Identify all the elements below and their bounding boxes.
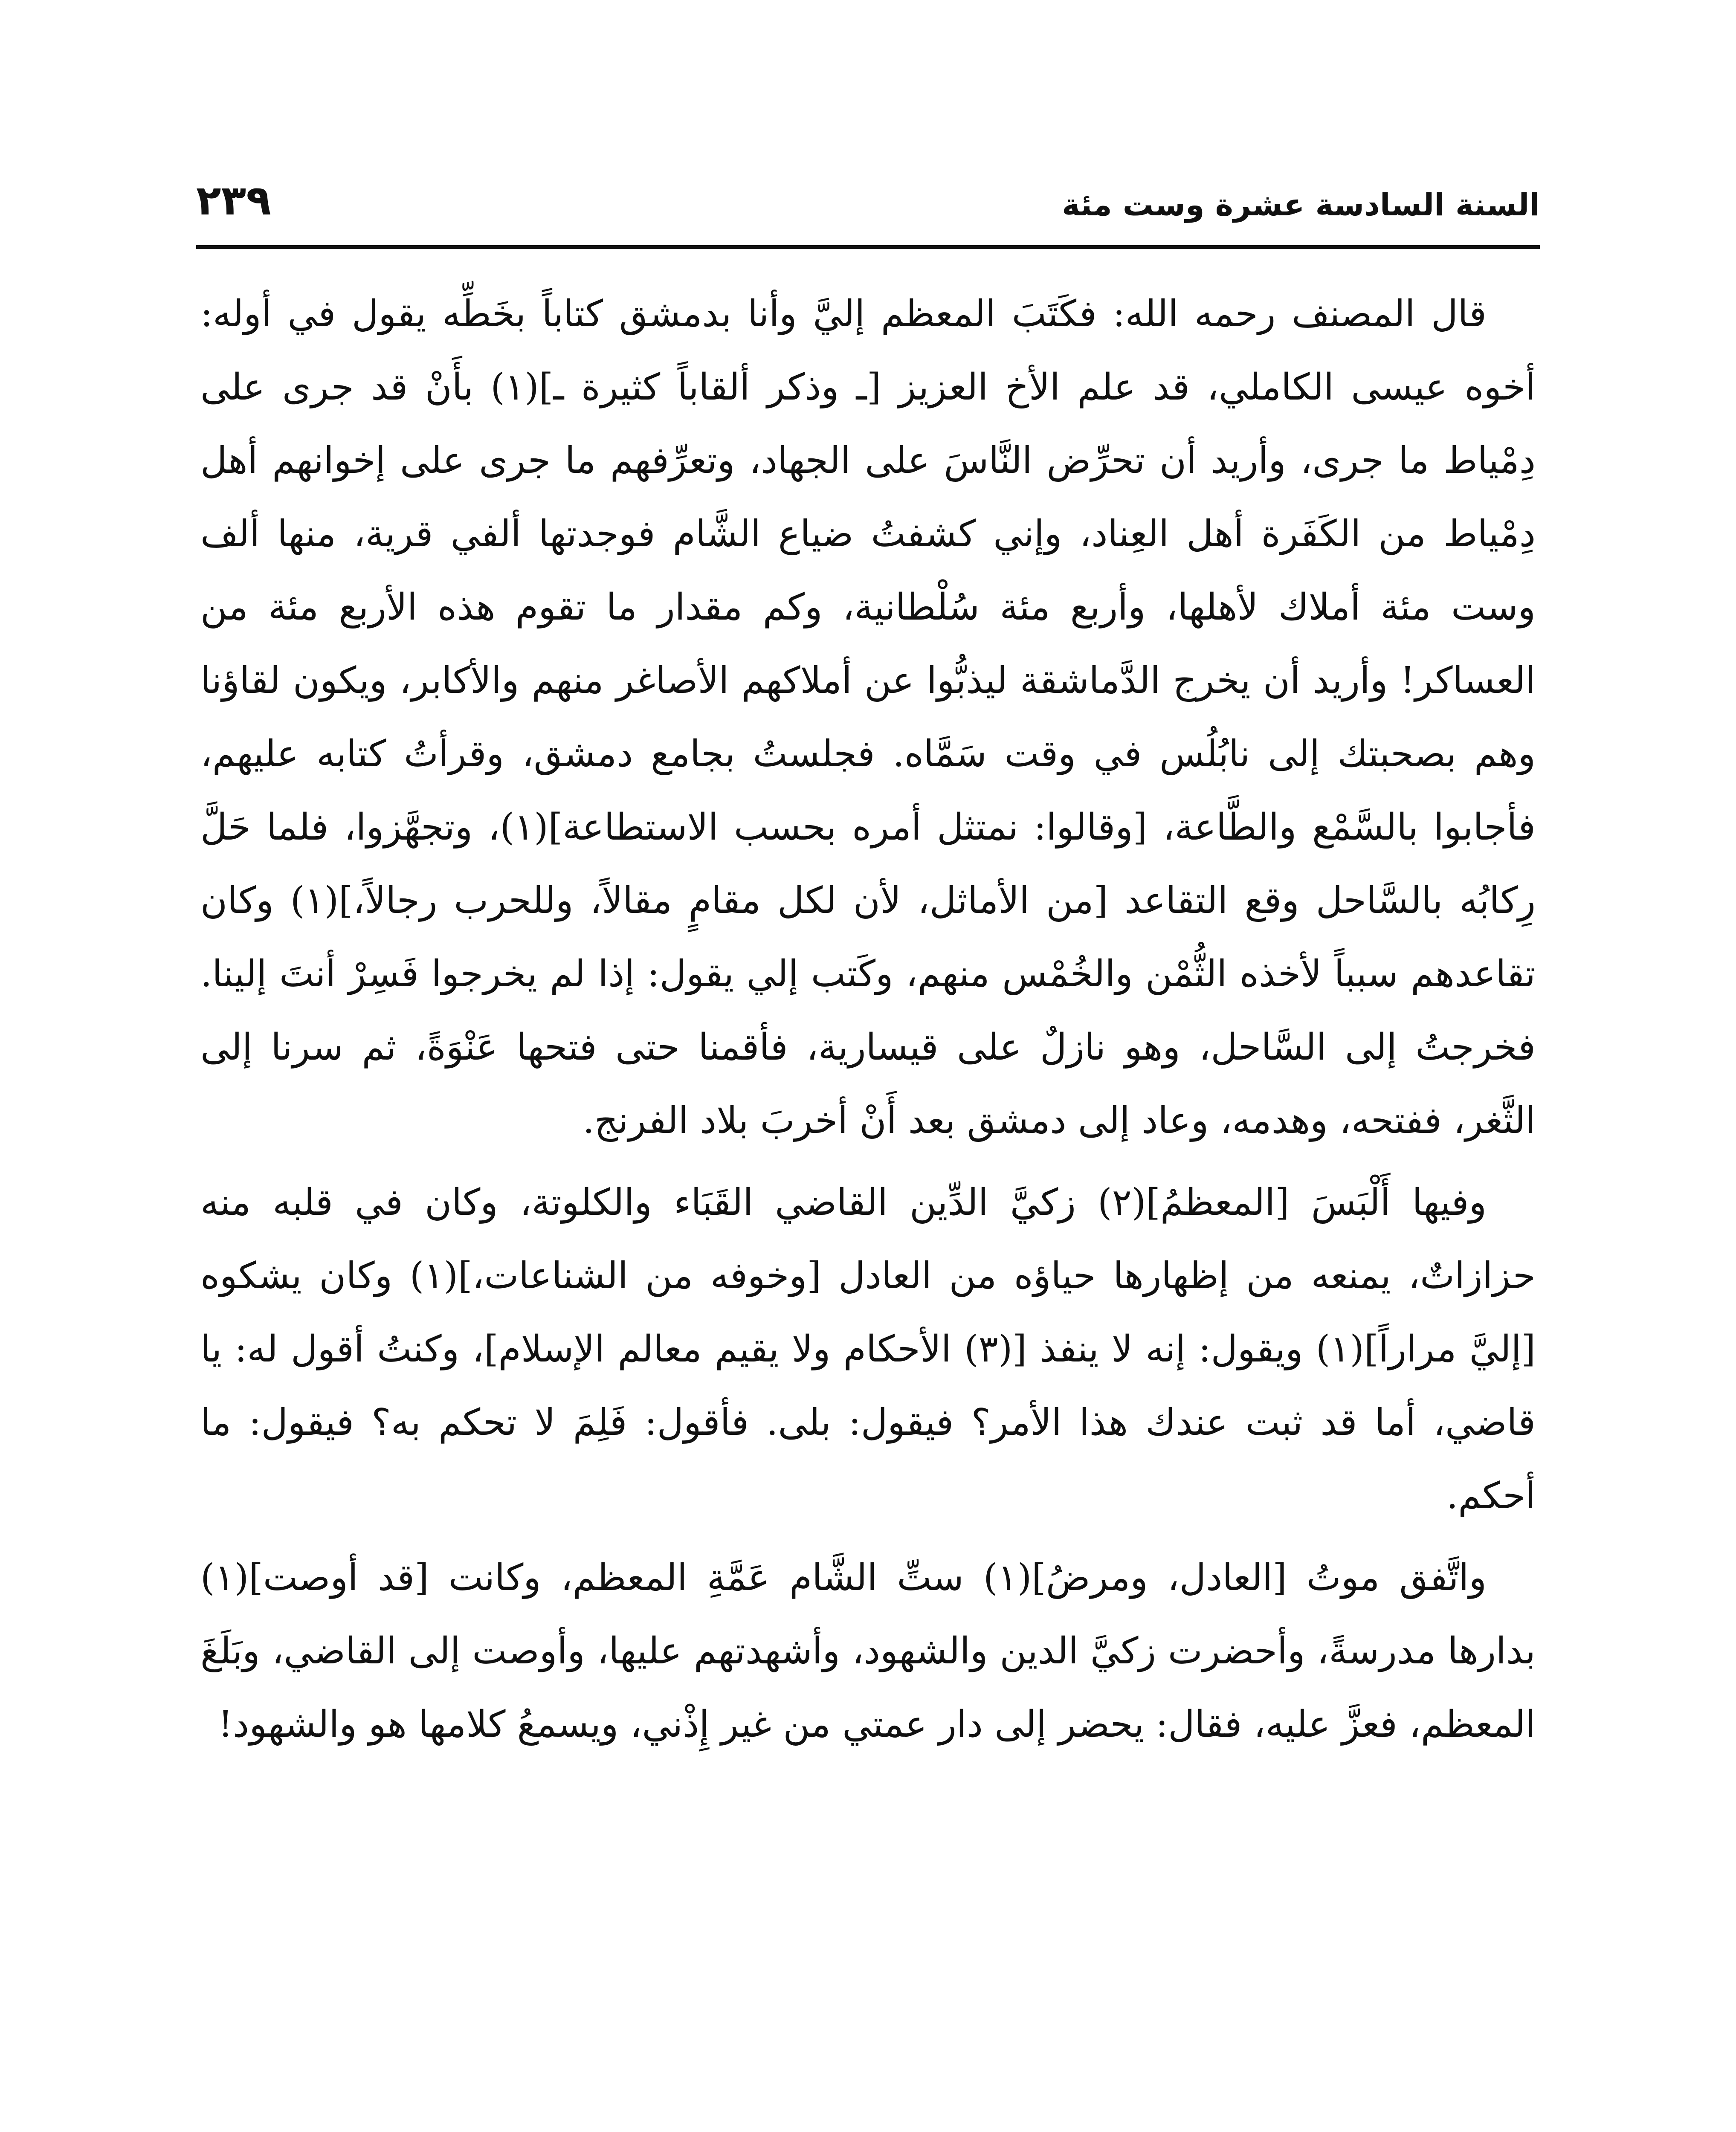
- running-title: السنة السادسة عشرة وست مئة: [1062, 187, 1540, 223]
- paragraph-1: قال المصنف رحمه الله: فكَتَبَ المعظم إليَّ وأنا بدمشق كتاباً بخَطِّه يقول في أوله: أخوه عيسى الكاملي، قد علم الأخ العزيز [ـ وذكر ألقاباً كثيرة ـ](١) بأَنْ قد جرى على دِمْياط ما جرى، وأريد أن تحرِّض النَّاسَ على الجهاد، وتعرِّفهم ما جرى على إخوانهم أهل دِمْياط من الكَفَرة أهل العِناد، وإني كشفتُ ضياع الشَّام فوجدتها ألفي قرية، منها ألف وست مئة أملاك لأهلها، وأربع مئة سُلْطانية، وكم مقدار ما تقوم هذه الأربع مئة من العساكر! وأريد أن يخرج الدَّماشقة ليذبُّوا عن أملاكهم الأصاغر منهم والأكابر، ويكون لقاؤنا وهم بصحبتك إلى نابُلُس في وقت سَمَّاه. فجلستُ بجامع دمشق، وقرأتُ كتابه عليهم، فأجابوا بالسَّمْع والطَّاعة، [وقالوا: نمتثل أمره بحسب الاستطاعة](١)، وتجهَّزوا، فلما حَلَّ رِكابُه بالسَّاحل وقع التقاعد [من الأماثل، لأن لكل مقامٍ مقالاً، وللحرب رجالاً،](١) وكان تقاعدهم سبباً لأخذه الثُّمْن والخُمْس منهم، وكَتب إلي يقول: إذا لم يخرجوا فَسِرْ أنتَ إلينا. فخرجتُ إلى السَّاحل، وهو نازلٌ على قيسارية، فأقمنا حتى فتحها عَنْوَةً، ثم سرنا إلى الثَّغر، ففتحه، وهدمه، وعاد إلى دمشق بعد أَنْ أخربَ بلاد الفرنج.: [200, 293, 1536, 1142]
- page-number: ٢٣٩: [196, 177, 271, 224]
- page-header: [196, 168, 1540, 241]
- paragraph-2: وفيها أَلْبَسَ [المعظمُ](٢) زكيَّ الدِّين القاضي القَبَاء والكلوتة، وكان في قلبه منه حزازاتٌ، يمنعه من إظهارها حياؤه من العادل [وخوفه من الشناعات،](١) وكان يشكوه [إليَّ مراراً](١) ويقول: إنه لا ينفذ [(٣) الأحكام ولا يقيم معالم الإسلام]، وكنتُ أقول له: يا قاضي، أما قد ثبت عندك هذا الأمر؟ فيقول: بلى. فأقول: فَلِمَ لا تحكم به؟ فيقول: ما أحكم.: [200, 1181, 1536, 1517]
- paragraph-3: واتَّفق موتُ [العادل، ومرضُ](١) ستِّ الشَّام عَمَّةِ المعظم، وكانت [قد أوصت](١) بدارها مدرسةً، وأحضرت زكيَّ الدين والشهود، وأشهدتهم عليها، وأوصت إلى القاضي، وبَلَغَ المعظم، فعزَّ عليه، فقال: يحضر إلى دار عمتي من غير إِذْني، ويسمعُ كلامها هو والشهود!: [200, 1556, 1536, 1746]
- main-text: [200, 277, 1536, 1770]
- header-rule: [196, 245, 1540, 249]
